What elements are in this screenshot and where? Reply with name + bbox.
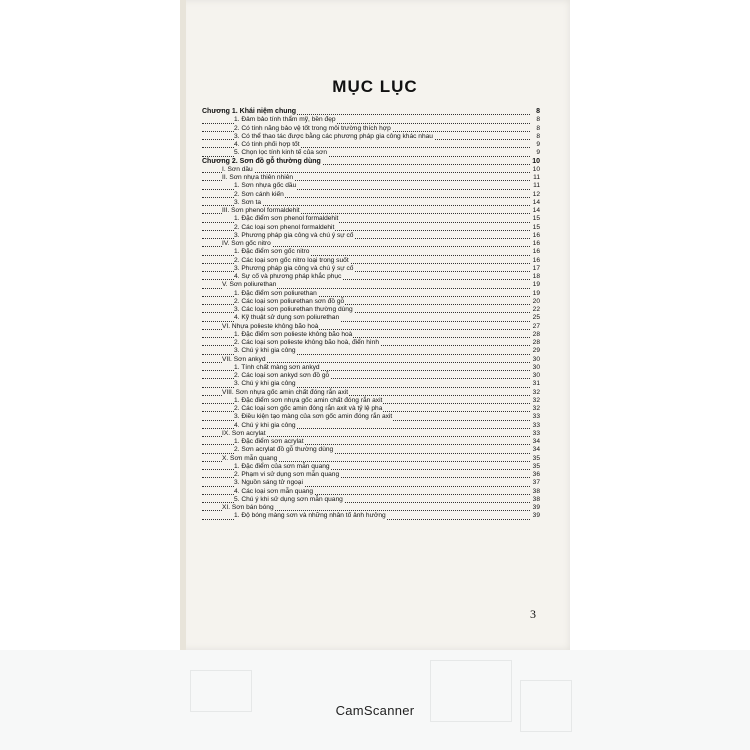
toc-entry-label: IV. Sơn gốc nitro [222,240,271,247]
toc-chapter-row [202,158,540,166]
page-title: MỤC LỤC [332,77,418,96]
toc-entry-label: 2. Các loại sơn gốc amin đóng rắn axit và tỷ lệ pha [234,405,383,412]
toc-entry-label: 5. Chọn lọc tính kinh tế của sơn [234,149,328,157]
toc-entry-label: 2. Các loại sơn gốc nitro loại trong suốt [234,256,349,264]
toc-entry-label: 2. Các loại sơn polieste không bão hoà, điển hình [234,339,380,346]
toc-entry-label: 2. Sơn cánh kiến [234,190,284,198]
toc-entry-page: 15 [530,215,540,223]
toc-entry-label: 1. Sơn nhựa gốc dầu [234,182,297,190]
toc-entry-label: IX. Sơn acrylat [222,429,266,437]
toc-item-row [202,199,540,207]
toc-entry-label: 3. Chú ý khi gia công [234,347,296,355]
scanner-footer [0,650,750,750]
toc-entry-label: 3. Các loại sơn poliurethan thường dùng [234,306,353,313]
toc-entry-page: 35 [530,463,540,471]
toc-entry-page: 11 [530,174,540,182]
toc-entry-label: 4. Kỹ thuật sử dụng sơn poliurethan [234,314,340,322]
toc-entry-label: Chương 1. Khái niệm chung [202,108,297,115]
toc-entry-page: 16 [530,257,540,265]
toc-item-row [202,265,540,273]
toc-item-row [202,446,540,454]
toc-entry-page: 35 [530,455,540,463]
toc-entry-label: 2. Các loại sơn poliurethan sơn đồ gỗ [234,297,345,305]
toc-item-row [202,339,540,347]
toc-item-row [202,380,540,388]
toc-entry-label: 2. Sơn acrylat đồ gỗ thường dùng [234,446,334,454]
toc-entry-page: 33 [530,422,540,430]
toc-entry-page: 17 [530,265,540,273]
toc-entry-page: 30 [530,356,540,364]
toc-chapter-row [202,108,540,116]
page-number: 3 [530,607,536,621]
toc-entry-label: 1. Đặc điểm sơn acrylat [234,438,304,445]
toc-entry-label: VII. Sơn ankyd [222,355,266,363]
toc-entry-label: 2. Phạm vi sử dụng sơn mẫn quang [234,471,340,478]
toc-entry-page: 16 [530,248,540,256]
toc-item-row [202,248,540,256]
toc-section-row [202,207,540,215]
toc-item-row [202,512,540,520]
toc-entry-page: 16 [530,232,540,240]
toc-entry-label: 5. Chú ý khi sử dụng sơn mẫn quang [234,495,343,503]
toc-item-row [202,215,540,223]
toc-entry-label: 3. Nguồn sáng tử ngoại [234,479,303,487]
toc-item-row [202,479,540,487]
toc-entry-label: 1. Đặc điểm sơn poliurethan [234,289,317,297]
toc-entry-page: 33 [530,413,540,421]
toc-section-row [202,281,540,289]
toc-item-row [202,224,540,232]
toc-section-row [202,174,540,182]
toc-entry-page: 16 [530,240,540,248]
toc-entry-label: I. Sơn dầu [222,165,253,173]
toc-item-row [202,314,540,322]
toc-entry-page: 34 [530,446,540,454]
toc-item-row [202,306,540,314]
toc-item-row [202,149,540,157]
toc-entry-label: 1. Độ bóng màng sơn và những nhân tố ảnh hưởng [234,512,386,520]
toc-entry-page: 37 [530,479,540,487]
toc-entry-page: 12 [530,191,540,199]
toc-entry-page: 28 [530,331,540,339]
camscanner-watermark: CamScanner [335,703,415,718]
toc-item-row [202,405,540,413]
toc-entry-label: 1. Đặc điểm sơn phenol formaldehit [234,215,339,223]
toc-entry-page: 9 [530,141,540,149]
toc-entry-label: 1. Đặc điểm sơn gốc nitro [234,248,310,256]
page-binding-edge [180,0,186,650]
toc-entry-label: V. Sơn poliurethan [222,281,277,289]
toc-section-row [202,240,540,248]
toc-section-row [202,504,540,512]
toc-entry-page: 31 [530,380,540,388]
toc-entry-page: 22 [530,306,540,314]
book-page [180,0,570,650]
toc-section-row [202,455,540,463]
toc-entry-label: 1. Tính chất màng sơn ankyd [234,363,320,371]
toc-item-row [202,364,540,372]
toc-entry-page: 8 [530,108,540,116]
toc-item-row [202,463,540,471]
toc-item-row [202,257,540,265]
table-of-contents [202,108,540,521]
toc-entry-label: 4. Có tính phối hợp tốt [234,141,300,148]
toc-item-row [202,347,540,355]
toc-entry-page: 8 [530,133,540,141]
toc-item-row [202,488,540,496]
toc-entry-page: 11 [530,182,540,190]
toc-entry-label: III. Sơn phenol formaldehit [222,207,300,214]
toc-entry-label: 4. Sự cố và phương pháp khắc phục [234,273,342,280]
toc-item-row [202,290,540,298]
toc-entry-page: 15 [530,224,540,232]
toc-entry-page: 14 [530,207,540,215]
toc-entry-label: 3. Phương pháp gia công và chú ý sự cố [234,231,354,239]
toc-item-row [202,422,540,430]
toc-entry-page: 34 [530,438,540,446]
toc-entry-page: 9 [530,149,540,157]
toc-entry-label: 2. Có tính năng bảo vệ tốt trong môi trường thích hợp [234,124,391,132]
toc-item-row [202,331,540,339]
toc-entry-page: 33 [530,430,540,438]
toc-entry-page: 18 [530,273,540,281]
toc-entry-page: 20 [530,298,540,306]
toc-item-row [202,413,540,421]
toc-item-row [202,133,540,141]
toc-item-row [202,116,540,124]
toc-entry-page: 27 [530,323,540,331]
toc-entry-page: 36 [530,471,540,479]
toc-entry-page: 10 [530,166,540,174]
toc-item-row [202,438,540,446]
toc-entry-page: 14 [530,199,540,207]
toc-entry-page: 8 [530,125,540,133]
toc-entry-label: XI. Sơn bán bóng [222,504,274,511]
toc-item-row [202,273,540,281]
toc-entry-label: 3. Có thể thao tác được bằng các phương pháp gia công khác nhau [234,132,433,140]
toc-entry-label: 1. Đặc điểm sơn nhựa gốc amin chất đóng rắn axit [234,396,383,404]
toc-entry-label: X. Sơn mẫn quang [222,454,278,462]
toc-entry-page: 25 [530,314,540,322]
toc-entry-page: 32 [530,405,540,413]
toc-item-row [202,471,540,479]
toc-item-row [202,232,540,240]
toc-section-row [202,323,540,331]
toc-entry-label: 1. Đặc điểm của sơn mẫn quang [234,462,330,470]
toc-entry-label: II. Sơn nhựa thiên nhiên [222,174,294,181]
toc-item-row [202,372,540,380]
toc-entry-page: 19 [530,281,540,289]
toc-entry-label: 4. Các loại sơn mẫn quang [234,487,314,495]
toc-entry-label: 1. Đảm bảo tính thẩm mỹ, bền đẹp [234,116,336,124]
toc-item-row [202,298,540,306]
toc-entry-label: 2. Các loại sơn phenol formaldehit [234,223,335,231]
toc-entry-page: 19 [530,290,540,298]
toc-entry-label: 2. Các loại sơn ankyd sơn đồ gỗ [234,372,330,379]
toc-item-row [202,141,540,149]
toc-entry-label: VIII. Sơn nhựa gốc amin chất đóng rắn axit [222,388,349,396]
toc-entry-page: 8 [530,116,540,124]
toc-entry-page: 30 [530,372,540,380]
toc-section-row [202,356,540,364]
toc-item-row [202,397,540,405]
toc-entry-label: 3. Sơn ta [234,198,262,206]
toc-entry-page: 10 [530,158,540,166]
toc-entry-label: 1. Đặc điểm sơn polieste không bão hoà [234,330,353,338]
toc-section-row [202,166,540,174]
toc-entry-page: 30 [530,364,540,372]
toc-entry-page: 39 [530,512,540,520]
toc-entry-label: 3. Chú ý khi gia công [234,380,296,388]
toc-entry-label: 4. Chú ý khi gia công [234,421,296,429]
toc-section-row [202,430,540,438]
toc-entry-page: 28 [530,339,540,347]
toc-item-row [202,191,540,199]
toc-entry-page: 38 [530,496,540,504]
toc-entry-page: 39 [530,504,540,512]
toc-entry-label: VI. Nhựa polieste không bão hoà [222,322,319,330]
toc-entry-label: 3. Điều kiện tạo màng của sơn gốc amin đóng rắn axit [234,413,393,421]
toc-item-row [202,496,540,504]
toc-entry-page: 32 [530,389,540,397]
toc-entry-label: 3. Phương pháp gia công và chú ý sự cố [234,264,354,272]
toc-item-row [202,125,540,133]
toc-entry-label: Chương 2. Sơn đồ gỗ thường dùng [202,157,321,165]
toc-item-row [202,182,540,190]
toc-entry-page: 29 [530,347,540,355]
toc-entry-page: 32 [530,397,540,405]
toc-entry-page: 38 [530,488,540,496]
toc-section-row [202,389,540,397]
